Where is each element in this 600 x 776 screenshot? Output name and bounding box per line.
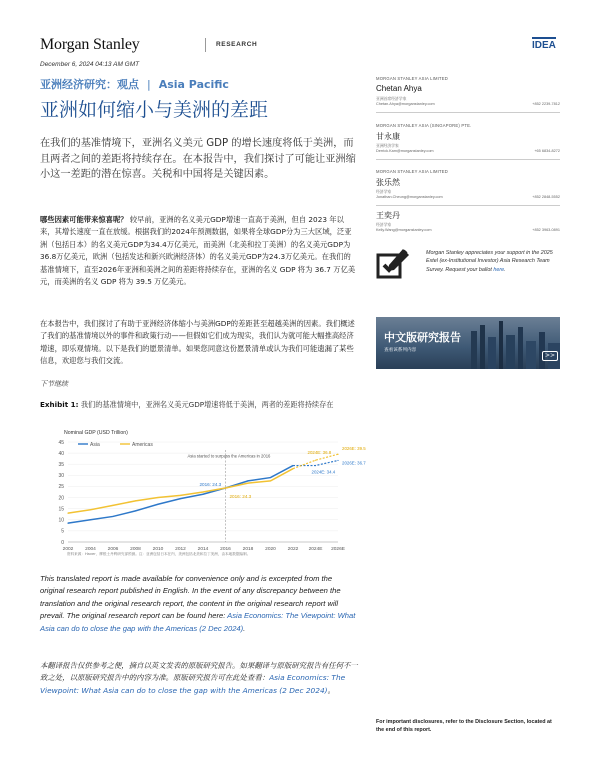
exhibit-label: Exhibit 1: xyxy=(40,400,79,409)
x-tick-label: 2026E xyxy=(331,547,345,552)
annotation-label: 2024E: 34.4 xyxy=(311,469,336,475)
data-point xyxy=(292,468,293,469)
x-tick-label: 2008 xyxy=(130,547,141,552)
y-tick-label: 40 xyxy=(58,450,64,457)
data-point xyxy=(157,504,158,505)
y-tick-label: 35 xyxy=(58,462,64,469)
disclaimer-end: . xyxy=(243,623,246,633)
x-tick-label: 2022 xyxy=(287,547,299,552)
x-tick-label: 2002 xyxy=(62,547,74,552)
y-tick-label: 5 xyxy=(61,528,64,535)
data-point xyxy=(247,483,248,484)
x-tick-label: 2014 xyxy=(197,547,209,552)
y-tick-label: 15 xyxy=(58,506,64,513)
series-separator: | xyxy=(147,78,151,91)
analyst-name: 张乐然 xyxy=(376,178,400,187)
analyst-contact xyxy=(376,228,560,236)
publish-date: December 6, 2024 04:13 AM GMT xyxy=(40,61,140,68)
divider xyxy=(376,205,560,206)
analyst-card xyxy=(376,76,560,113)
analyst-firm: MORGAN STANLEY ASIA LIMITED xyxy=(376,169,449,174)
x-tick-label: 2004 xyxy=(85,547,96,552)
analyst-email[interactable]: Jonathan.Cheung@morganstanley.com xyxy=(376,195,443,199)
annotation-note: Asia started to surpass the Americas in 2016 xyxy=(187,453,271,459)
analyst-card xyxy=(376,208,560,236)
analyst-phone: +852 2848-5552 xyxy=(532,195,560,199)
exhibit-text: 我们的基准情境中，亚洲名义美元GDP增速将低于美洲，两者的差距将持续存在 xyxy=(80,400,334,409)
survey-end: . xyxy=(504,266,506,273)
series-line-asia xyxy=(68,466,293,524)
data-point xyxy=(135,510,136,511)
analyst-role: 亚洲经济学家 xyxy=(376,143,399,148)
annotation-label: 2016: 24.3 xyxy=(229,494,252,499)
legend-label: Americas xyxy=(132,442,153,448)
para1-text: 较早前，亚洲的名义美元GDP增速一直高于美洲，但自 2023 年以来，其增长速度一直在放缓。根据我们的2024年预测数据，如果将全球GDP分为三大区域，泛亚洲（包括日本）的名义美元GDP为34.4万亿美元，而美洲（北美和拉丁美洲）的名义美元GDP为36.8万亿美元，欧洲（包括发达和新兴欧洲经济体）的名义美元GDP为24.3万亿美元。在我们的基准情境下，直至2026年亚洲和美洲之间的差距将持续存在，亚洲的名义 GDP 将为 36.7 万亿美元，而美洲的名义 GDP 将为 39.5 万亿美元。 xyxy=(40,215,356,287)
data-point xyxy=(337,460,338,461)
disclaimer-text: This translated report is made available for convenience only and is excerpted from the original research report published in English. In the event of any discrepancy between the translation and the original research report, the content in the original research report will prevail. The original research report can be found here: xyxy=(40,574,341,621)
annotation-label: 2024E: 36.8 xyxy=(307,450,332,456)
analyst-name: Chetan Ahya xyxy=(376,84,422,93)
data-point xyxy=(135,500,136,501)
x-tick-label: 2010 xyxy=(152,547,164,552)
data-point xyxy=(247,480,248,481)
banner-title: 中文版研究报告 xyxy=(384,331,461,344)
ballot-link[interactable]: here xyxy=(493,266,505,273)
analyst-role: 经济学家 xyxy=(376,189,392,194)
divider xyxy=(376,112,560,113)
series-line xyxy=(40,76,229,92)
analyst-firm: MORGAN STANLEY ASIA LIMITED xyxy=(376,76,449,81)
data-point xyxy=(90,509,91,510)
report-header xyxy=(40,36,560,56)
data-point xyxy=(270,477,271,478)
y-tick-label: 45 xyxy=(58,439,64,446)
idea-tag: IDEA xyxy=(532,37,556,51)
data-point xyxy=(315,460,316,461)
analyst-contact xyxy=(376,149,560,157)
disclosure-note: For important disclosures, refer to the Disclosure Section, located at the end of this report. xyxy=(376,719,552,733)
gdp-chart xyxy=(40,426,370,556)
original-report-link-cn[interactable]: Asia Economics: The Viewpoint: What Asia can do to close the gap with the Americas (2 Dec 2024) xyxy=(40,673,346,695)
data-point xyxy=(337,454,338,455)
data-point xyxy=(292,465,293,466)
y-tick-label: 25 xyxy=(58,484,64,491)
data-point xyxy=(180,498,181,499)
data-point xyxy=(270,480,271,481)
analyst-email[interactable]: Chetan.Ahya@morganstanley.com xyxy=(376,102,435,106)
survey-text xyxy=(426,249,560,274)
analyst-name: 甘永康 xyxy=(376,132,400,141)
x-tick-label: 2018 xyxy=(242,547,254,552)
body-paragraph-1 xyxy=(40,214,358,288)
y-tick-label: 30 xyxy=(58,473,64,480)
analyst-card xyxy=(376,169,560,206)
x-tick-label: 2016 xyxy=(220,547,231,552)
page-title: 亚洲如何缩小与美洲的差距 xyxy=(40,99,269,121)
analyst-phone: +852 3963-0891 xyxy=(532,228,560,232)
analyst-name: 王奕丹 xyxy=(376,211,400,220)
data-point xyxy=(112,505,113,506)
data-point xyxy=(112,516,113,517)
forecast-line-asia xyxy=(293,460,338,465)
data-point xyxy=(202,494,203,495)
gdp-line-chart xyxy=(40,426,370,554)
annotation-label: 2026E: 36.7 xyxy=(342,460,366,466)
data-point xyxy=(67,513,68,514)
y-tick-label: 0 xyxy=(61,539,64,546)
analyst-role: 经济学家 xyxy=(376,222,392,227)
cn-note-end: 。 xyxy=(327,685,335,695)
exhibit-caption xyxy=(40,399,358,411)
continued-note: 下节继续 xyxy=(40,380,68,388)
research-label: RESEARCH xyxy=(216,41,258,48)
body-paragraph-2: 在本报告中，我们探讨了有助于亚洲经济体缩小与美洲GDP的差距甚至超越美洲的因素。我们概述了我们的基准情境以外的事件和政策行动——但假如它们成为现实，我们认为就可能大幅推高经济增速，即乐观情境。以下是我们的愿景清单。如果您同意这份愿景清单或认为我们可能遗漏了某些信息，欢迎您与我们交流。 xyxy=(40,319,355,366)
cn-note-text: 本翻译报告仅供参考之便，摘自以英文发表的原版研究报告。如果翻译与原版研究报告有任何不一致之处，以原版研究报告中的内容为准。原版研究报告可在此处查看： xyxy=(40,661,358,683)
analyst-contact xyxy=(376,102,560,110)
x-tick-label: 2020 xyxy=(265,547,276,552)
annotation-label: 2026E: 39.5 xyxy=(342,446,366,452)
data-point xyxy=(180,495,181,496)
english-disclaimer xyxy=(40,573,358,635)
chart-title: Nominal GDP (USD Trillion) xyxy=(64,430,128,436)
divider xyxy=(376,159,560,160)
para1-lead-in: 哪些因素可能带来惊喜呢？ xyxy=(40,215,128,224)
original-report-link[interactable]: Asia Economics: The Viewpoint: What Asia can do to close the gap with the Americas (2 Dec 2024) xyxy=(40,611,356,633)
chart-source: 资料来源：Haver、摩根士丹利研究部预测。注：亚洲包括日本在内，美洲包括北美和拉丁美洲，由本地数据编制。 xyxy=(67,552,251,556)
x-tick-label: 2024E xyxy=(308,547,323,552)
ballot-pen-icon xyxy=(376,245,412,281)
survey-callout xyxy=(376,243,560,293)
morgan-stanley-logo: Morgan Stanley xyxy=(40,36,140,53)
analyst-email[interactable]: Derrick.Kam@morganstanley.com xyxy=(376,149,434,153)
analyst-card xyxy=(376,123,560,160)
analyst-phone: +65 6834-8272 xyxy=(534,149,560,153)
analyst-role: 亚洲首席经济学家 xyxy=(376,96,407,101)
x-tick-label: 2006 xyxy=(107,547,119,552)
analyst-contact xyxy=(376,195,560,203)
lead-paragraph: 在我们的基准情境下，亚洲名义美元 GDP 的增长速度将低于美洲，而且两者之间的差距将持续存在。在本报告中，我们探讨了可能让亚洲缩小这一差距的潜在惊喜。关税和中国将是关键因素。 xyxy=(40,138,356,180)
survey-message: Morgan Stanley appreciates your support in the 2025 Extel (ex-Institutional Investor) Asia Research Team Survey. Request your ballot xyxy=(426,250,553,273)
legend-label: Asia xyxy=(90,442,100,448)
analyst-firm: MORGAN STANLEY ASIA (SINGAPORE) PTE. xyxy=(376,123,472,128)
data-point xyxy=(157,497,158,498)
analyst-phone: +852 2239-7812 xyxy=(532,102,560,106)
y-tick-label: 10 xyxy=(58,517,64,524)
y-tick-label: 20 xyxy=(58,495,64,502)
data-point xyxy=(67,523,68,524)
series-region: Asia Pacific xyxy=(158,78,229,91)
banner-subtitle: 查看该系列内容 xyxy=(384,348,417,353)
header-divider xyxy=(205,38,206,52)
x-tick-label: 2012 xyxy=(175,547,186,552)
annotation-label: 2016: 24.3 xyxy=(199,482,222,487)
chinese-disclaimer xyxy=(40,660,358,697)
data-point xyxy=(90,519,91,520)
data-point xyxy=(225,487,226,488)
chinese-reports-banner[interactable] xyxy=(376,317,560,369)
analyst-email[interactable]: Kelly.Wang@morganstanley.com xyxy=(376,228,432,232)
data-point xyxy=(202,491,203,492)
series-label: 亚洲经济研究：观点 xyxy=(40,78,139,91)
banner-arrow-button[interactable]: >> xyxy=(542,351,558,361)
data-point xyxy=(315,465,316,466)
